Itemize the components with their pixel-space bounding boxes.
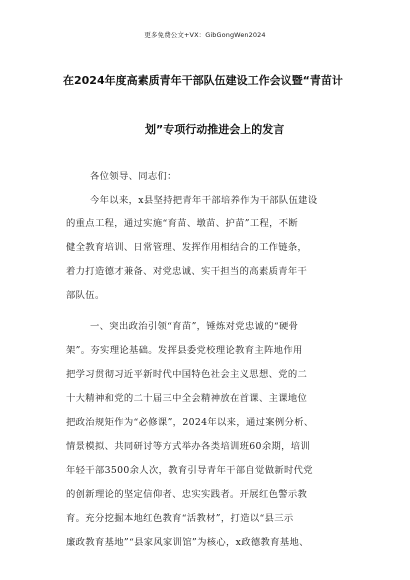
body-paragraph-line: 部队伍。: [66, 290, 105, 301]
document-title-line-2: 划”专项行动推进会上的发言: [145, 123, 285, 136]
body-paragraph-line: 廉政教育基地”“县家风家训馆”为核心，x政德教育基地、: [66, 537, 309, 548]
body-paragraph-line: 的创新理论的坚定信仰者、忠实实践者。开展红色警示教: [66, 489, 308, 500]
body-paragraph-line: 的重点工程，通过实施“育苗、墩苗、护苗”工程，不断: [66, 218, 299, 229]
section-heading-line: 一、突出政治引领“育苗”，锤炼对党忠诚的“硬骨: [90, 321, 299, 332]
body-paragraph-line: 育。充分挖掘本地红色教育“活教材”，打造以“县三示: [66, 513, 294, 524]
document-title-line-1: 在2024年度高素质青年干部队伍建设工作会议暨“青苗计: [63, 74, 343, 87]
header-watermark: 更多免费公文+VX：GibGongWen2024: [144, 31, 266, 39]
body-paragraph-line: 今年以来，x县坚持把青年干部培养作为干部队伍建设: [90, 195, 318, 206]
body-paragraph-line: 年轻干部3500余人次，教育引导青年干部自觉做新时代党: [66, 465, 313, 476]
body-paragraph-line: 着力打造德才兼备、对党忠诚、实干担当的高素质青年干: [66, 266, 308, 277]
body-paragraph-line: 架”。夯实理论基础。发挥县委党校理论教育主阵地作用: [66, 345, 303, 356]
body-paragraph-line: 把政治规矩作为“必修课”，2024年以来，通过案例分析、: [66, 417, 314, 428]
body-paragraph-line: 情景模拟、共同研讨等方式举办各类培训班60余期，培训: [66, 441, 311, 452]
salutation: 各位领导、同志们：: [90, 171, 177, 182]
body-paragraph-line: 把学习贯彻习近平新时代中国特色社会主义思想、党的二: [66, 369, 308, 380]
body-paragraph-line: 健全教育培训、日常管理、发挥作用相结合的工作链条，: [66, 242, 308, 253]
body-paragraph-line: 十大精神和党的二十届三中全会精神放在首课、主课地位: [66, 393, 308, 404]
